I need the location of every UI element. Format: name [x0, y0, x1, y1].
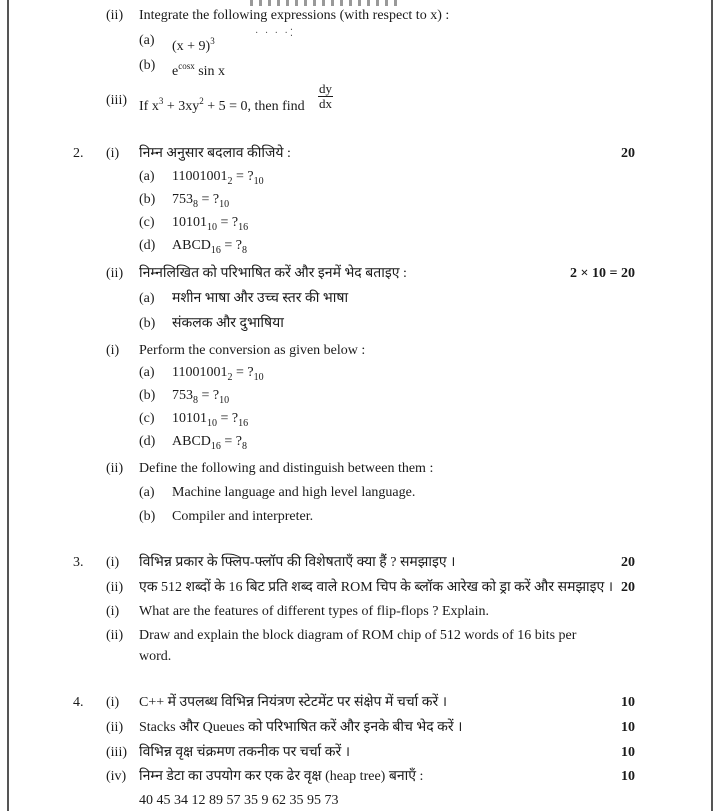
heap-data-values: 40 45 34 12 89 57 35 9 62 35 95 73 [139, 793, 339, 808]
math-expression: $e^{cosx}$ sin x [172, 61, 226, 79]
question-number: 3. [73, 555, 84, 570]
marks: 10 [621, 720, 635, 735]
math-expression: $(x + 9)^3$ [172, 36, 215, 54]
marks: 20 [621, 555, 635, 570]
fraction: $\frac{dy}{dx}$ [319, 81, 332, 111]
question-number: 4. [73, 695, 84, 710]
marks: 2 × 10 = 20 [570, 266, 635, 281]
scan-smudge [250, 0, 400, 6]
marks: 20 [621, 580, 635, 595]
left-margin-rule [7, 0, 9, 811]
math-expression: If $x^3 + 3xy^2 + 5 = 0$, then find [139, 96, 305, 114]
right-margin-rule [711, 0, 713, 811]
question-number: 2. [73, 146, 84, 161]
marks: 10 [621, 769, 635, 784]
marks: 10 [621, 745, 635, 760]
marks: 20 [621, 146, 635, 161]
marks: 10 [621, 695, 635, 710]
q1-ii-text: Integrate the following expressions (with respect to x) : [139, 8, 450, 23]
scan-specks: · · · ·⁚ [255, 28, 295, 39]
